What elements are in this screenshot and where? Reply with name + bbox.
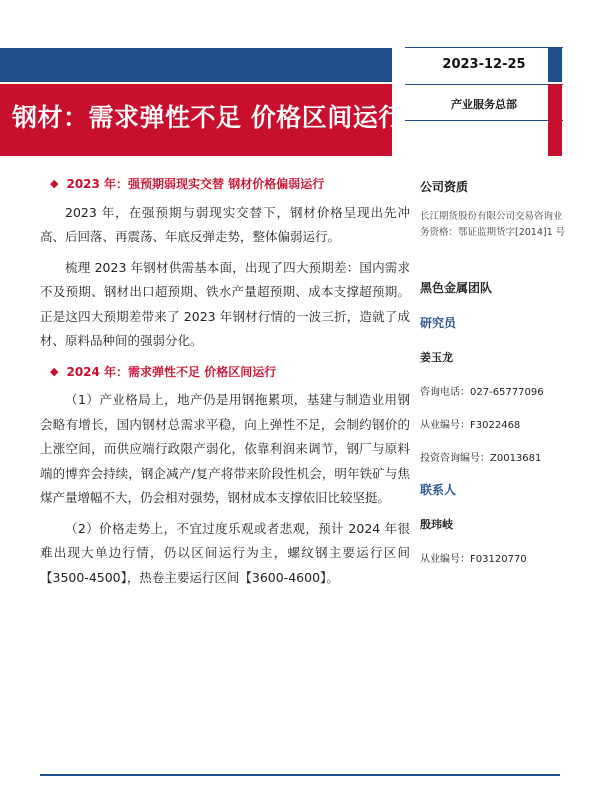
header-red-block	[548, 84, 562, 156]
divider	[405, 84, 563, 85]
company-qualification: 长江期货股份有限公司交易咨询业务资格：鄂证监期货字[2014]1 号	[420, 211, 566, 238]
report-date: 2023-12-25	[442, 57, 526, 72]
researcher-consult-number: 投资咨询编号：Z0013681	[420, 453, 542, 464]
researcher-phone: 咨询电话：027-65777096	[420, 387, 544, 398]
contact-name: 殷玮岐	[420, 518, 453, 531]
department-label: 产业服务总部	[451, 98, 517, 111]
diamond-bullet-icon: ◆	[50, 177, 59, 190]
contact-license: 从业编号：F03120770	[420, 554, 527, 565]
header-blue-block	[548, 48, 562, 82]
report-title: 钢材：需求弹性不足 价格区间运行	[12, 103, 404, 132]
divider	[405, 120, 563, 121]
footer-divider	[40, 774, 560, 776]
sidebar	[420, 178, 570, 565]
paragraph: （1）产业格局上，地产仍是用钢拖累项，基建与制造业用钢会略有增长，国内钢材总需求平稳，向上弹性不足，会制约钢价的上涨空间，而供应端行政限产弱化，依靠利润来调节，钢厂与原料端的博弈会持续，钢企减产/复产将带来阶段性机会，明年铁矿与焦煤产量增幅不大，仍会相对强势，钢材成本支撑依旧比较坚挺。	[40, 392, 410, 505]
researcher-label: 研究员	[420, 316, 457, 330]
company-heading: 公司资质	[420, 180, 469, 194]
team-name: 黑色金属团队	[420, 281, 493, 295]
section-heading-2024: ◆ 2024 年：需求弹性不足 价格区间运行	[40, 360, 410, 385]
main-content	[40, 172, 410, 596]
paragraph: （2）价格走势上，不宜过度乐观或者悲观，预计 2024 年很难出现大单边行情，仍以区间运行为主，螺纹钢主要运行区间【3500-4500】，热卷主要运行区间【3600-4600】。	[40, 520, 410, 585]
divider	[405, 47, 563, 48]
paragraph: 2023 年，在强预期与弱现实交替下，钢材价格呈现出先冲高、后回落、再震荡、年底反弹走势，整体偏弱运行。	[40, 204, 410, 244]
paragraph: 梳理 2023 年钢材供需基本面，出现了四大预期差：国内需求不及预期、钢材出口超预期、铁水产量超预期、成本支撑超预期。正是这四大预期差带来了 2023 年钢材行情的一波三折，造就了成材、原料品种间的强弱分化。	[40, 259, 410, 348]
section-heading-2023: ◆ 2023 年：强预期弱现实交替 钢材价格偏弱运行	[40, 172, 410, 197]
researcher-name: 姜玉龙	[420, 351, 453, 364]
diamond-bullet-icon: ◆	[50, 364, 59, 378]
researcher-license: 从业编号：F3022468	[420, 420, 521, 431]
header-blue-band	[0, 48, 392, 82]
contact-label: 联系人	[420, 483, 457, 497]
